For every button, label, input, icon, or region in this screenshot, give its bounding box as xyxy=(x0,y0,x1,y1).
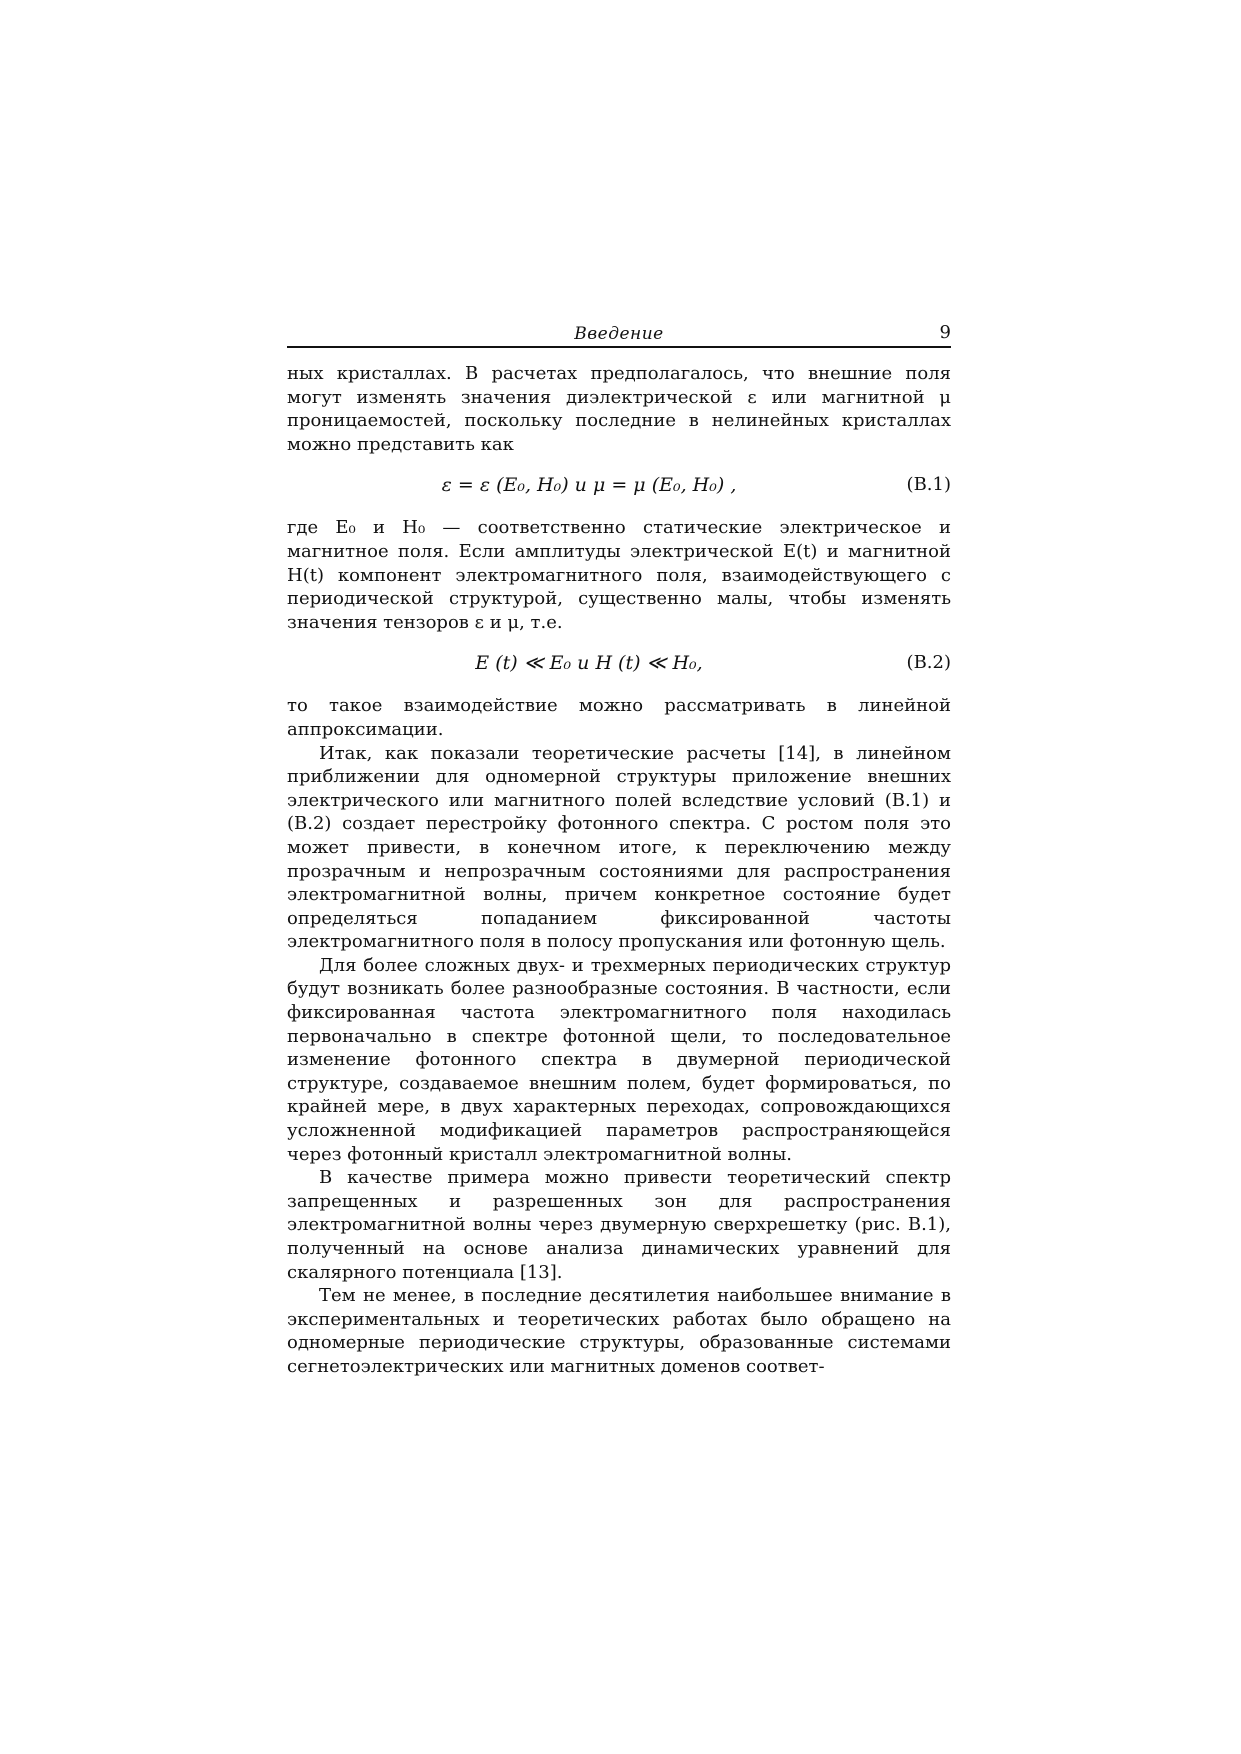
chapter-title: Введение xyxy=(574,324,664,344)
equation-b2-number: (В.2) xyxy=(906,652,951,674)
paragraph-4: Итак, как показали теоретические расчеты [14], в линейном приближении для одномерной структуры приложение внешних электрического или магнитного полей вследствие условий (В.1) и (В.2) создает перестройку фотонного спектра. С ростом поля это может привести, в конечном итоге, к переключению между прозрачным и непрозрачным состояниями для распространения электромагнитной волны, причем конкретное состояние будет определяться попаданием фиксированной частоты электромагнитного поля в полосу пропускания или фотонную щель. xyxy=(287,742,951,953)
page-number: 9 xyxy=(939,322,951,343)
paragraph-6: В качестве примера можно привести теоретический спектр запрещенных и разрешенных зон для распространения электромагнитной волны через двумерную сверхрешетку (рис. В.1), полученный на основе анализа динамических уравнений для скалярного потенциала [13]. xyxy=(287,1167,951,1283)
paragraph-1: ных кристаллах. В расчетах предполагалось, что внешние поля могут изменять значения диэлектрической ε или магнитной μ проницаемостей, поскольку последние в нелинейных кристаллах можно представить как xyxy=(287,363,951,455)
book-page xyxy=(287,320,951,1379)
body-text xyxy=(287,362,951,1379)
equation-b1 xyxy=(287,470,951,500)
running-header xyxy=(287,320,951,348)
equation-b1-number: (В.1) xyxy=(906,474,951,496)
paragraph-7: Тем не менее, в последние десятилетия наибольшее внимание в экспериментальных и теоретических работах было обращено на одномерные периодические структуры, образованные системами сегнетоэлектрических или магнитных доменов соответ- xyxy=(287,1285,951,1377)
paragraph-3: то такое взаимодействие можно рассматривать в линейной аппроксимации. xyxy=(287,695,951,740)
paragraph-5: Для более сложных двух- и трехмерных периодических структур будут возникать более разнообразные состояния. В частности, если фиксированная частота электромагнитного поля находилась первоначально в спектре фотонной щели, то последовательное изменение фотонного спектра в двумерной периодической структуре, создаваемое внешним полем, будет формироваться, по крайней мере, в двух характерных переходах, сопровождающихся усложненной модификацией параметров распространяющейся через фотонный кристалл электромагнитной волны. xyxy=(287,954,951,1165)
paragraph-2: где E₀ и H₀ — соответственно статические электрическое и магнитное поля. Если амплитуды электрической E(t) и магнитной H(t) компонент электромагнитного поля, взаимодействующего с периодической структурой, существенно малы, чтобы изменять значения тензоров ε и μ, т.е. xyxy=(287,517,951,633)
equation-b2 xyxy=(287,648,951,678)
equation-b1-formula: ε = ε (E₀, H₀) и μ = μ (E₀, H₀) , xyxy=(441,474,737,497)
equation-b2-formula: E (t) ≪ E₀ и H (t) ≪ H₀, xyxy=(475,652,703,675)
